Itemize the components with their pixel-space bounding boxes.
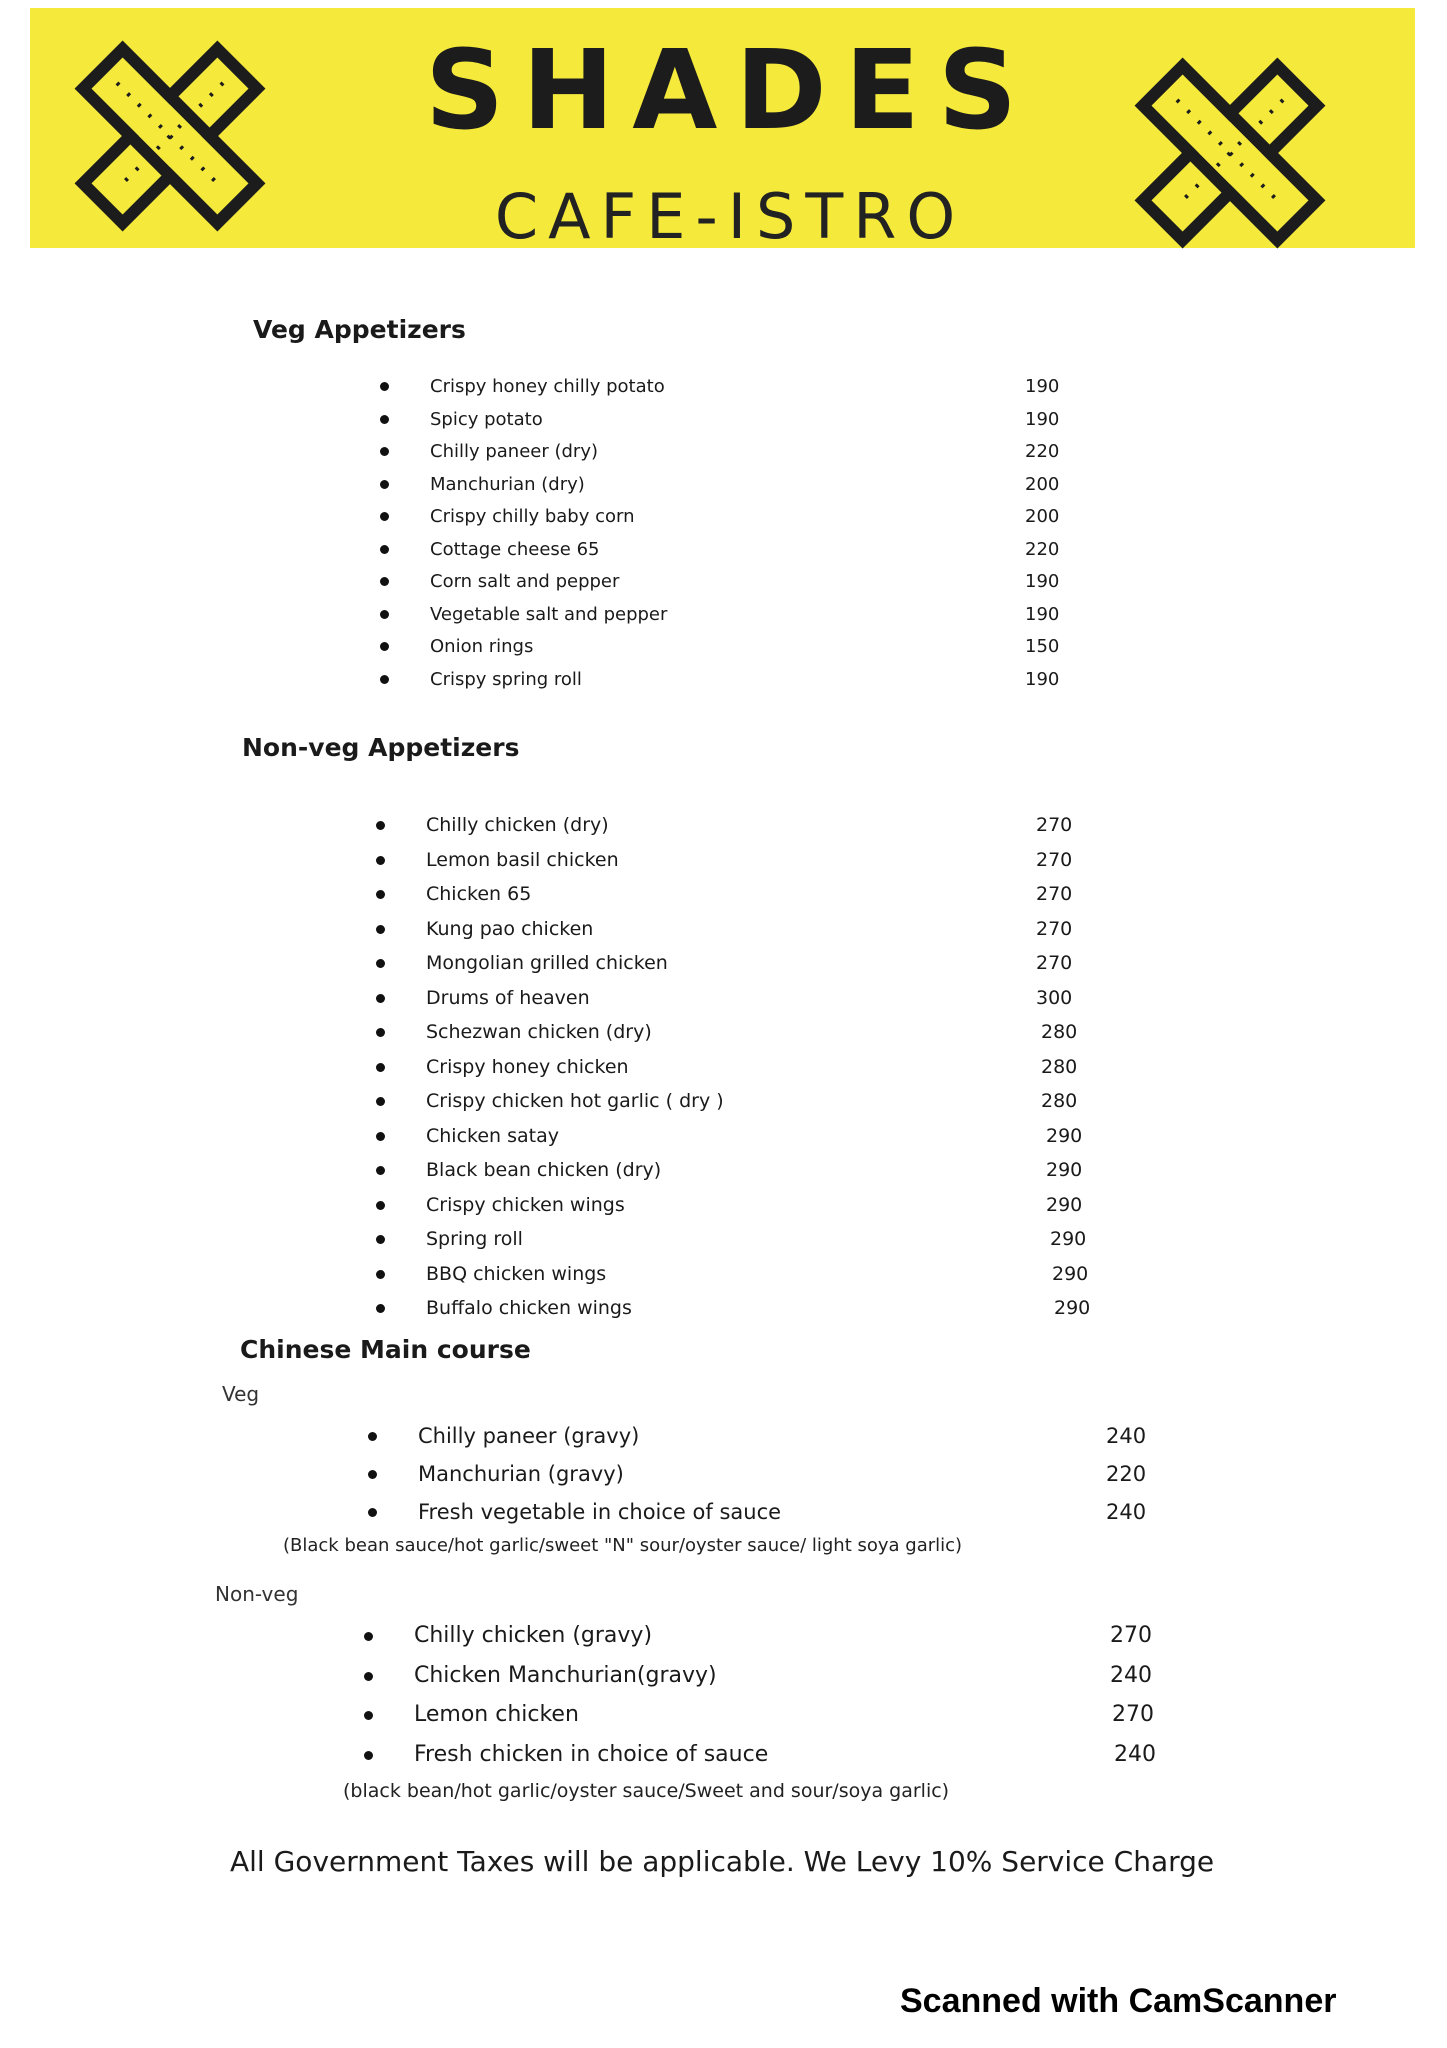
- veg-appetizers-list: [380, 370, 1100, 695]
- item-name: Vegetable salt and pepper: [430, 603, 668, 625]
- section-title-nonveg-appetizers: Non-veg Appetizers: [242, 733, 520, 762]
- menu-item: [376, 912, 1116, 947]
- bullet-icon: [364, 1751, 373, 1760]
- bullet-icon: [364, 1632, 373, 1641]
- menu-item: [364, 1657, 1174, 1697]
- menu-item: [376, 1188, 1116, 1223]
- section-title-chinese-main: Chinese Main course: [240, 1335, 531, 1364]
- item-name: Crispy chicken hot garlic ( dry ): [426, 1090, 724, 1112]
- bullet-icon: [376, 994, 385, 1003]
- item-name: Buffalo chicken wings: [426, 1297, 632, 1319]
- header-banner: [30, 8, 1415, 253]
- item-price: 220: [1106, 1462, 1147, 1486]
- item-name: Chilly chicken (dry): [426, 814, 609, 836]
- menu-item: [364, 1696, 1174, 1736]
- bullet-icon: [376, 1063, 385, 1072]
- item-price: 270: [1110, 1623, 1152, 1648]
- item-price: 270: [1036, 952, 1073, 974]
- bullet-icon: [380, 382, 389, 391]
- brand-tagline: CAFE-ISTRO: [494, 180, 966, 253]
- item-name: Manchurian (gravy): [418, 1462, 624, 1486]
- menu-item: [380, 565, 1100, 598]
- item-name: Crispy chicken wings: [426, 1193, 625, 1216]
- menu-item: [380, 500, 1100, 533]
- menu-item: [376, 1015, 1116, 1050]
- menu-item: [368, 1418, 1168, 1456]
- bullet-icon: [380, 610, 389, 619]
- menu-item: [380, 403, 1100, 436]
- menu-item: [376, 1050, 1116, 1085]
- item-price: 290: [1046, 1159, 1083, 1181]
- bullet-icon: [376, 1270, 385, 1279]
- item-price: 190: [1025, 571, 1060, 592]
- menu-item: [376, 843, 1116, 878]
- menu-item: [364, 1736, 1174, 1776]
- item-price: 150: [1025, 636, 1060, 657]
- bullet-icon: [376, 1235, 385, 1244]
- menu-item: [380, 598, 1100, 631]
- item-price: 270: [1036, 814, 1073, 836]
- menu-item: [380, 630, 1100, 663]
- item-price: 290: [1054, 1297, 1091, 1319]
- item-name: Kung pao chicken: [426, 917, 594, 940]
- bullet-icon: [376, 1201, 385, 1210]
- menu-item: [376, 877, 1116, 912]
- item-name: Corn salt and pepper: [430, 571, 620, 592]
- tax-service-note: All Government Taxes will be applicable. We Levy 10% Service Charge: [230, 1845, 1215, 1878]
- item-price: 190: [1025, 376, 1060, 397]
- menu-item: [380, 663, 1100, 696]
- menu-item: [376, 1222, 1116, 1257]
- bullet-icon: [376, 856, 385, 865]
- menu-item: [380, 370, 1100, 403]
- bullet-icon: [380, 447, 389, 456]
- item-name: Manchurian (dry): [430, 473, 585, 495]
- menu-item: [376, 1153, 1116, 1188]
- item-price: 280: [1041, 1055, 1078, 1078]
- item-name: Fresh chicken in choice of sauce: [414, 1741, 769, 1767]
- subsection-nonveg-label: Non-veg: [215, 1582, 299, 1606]
- item-price: 220: [1025, 538, 1060, 560]
- item-name: Chicken Manchurian(gravy): [414, 1662, 717, 1688]
- item-price: 200: [1025, 473, 1060, 495]
- item-price: 300: [1036, 986, 1073, 1009]
- scanner-watermark: Scanned with CamScanner: [900, 1982, 1337, 2020]
- bullet-icon: [380, 675, 389, 684]
- item-name: Lemon chicken: [414, 1702, 579, 1727]
- sauce-note-nonveg: (black bean/hot garlic/oyster sauce/Sweet and sour/soya garlic): [343, 1780, 950, 1802]
- menu-item: [376, 1257, 1116, 1292]
- menu-item: [376, 946, 1116, 981]
- chinese-veg-list: [368, 1418, 1168, 1532]
- item-price: 240: [1110, 1662, 1152, 1688]
- item-price: 190: [1025, 603, 1060, 625]
- x-cross-logo-icon: [70, 36, 270, 236]
- bullet-icon: [376, 1097, 385, 1106]
- item-name: Lemon basil chicken: [426, 848, 619, 871]
- bullet-icon: [364, 1711, 373, 1720]
- bullet-icon: [368, 1470, 377, 1479]
- bullet-icon: [376, 1166, 385, 1175]
- menu-item: [376, 1291, 1116, 1326]
- item-name: Cottage cheese 65: [430, 538, 600, 560]
- item-name: Chicken 65: [426, 883, 532, 905]
- item-name: Black bean chicken (dry): [426, 1159, 662, 1181]
- item-name: BBQ chicken wings: [426, 1262, 607, 1285]
- item-price: 190: [1025, 408, 1060, 430]
- x-cross-logo-icon: [1130, 53, 1330, 253]
- item-name: Crispy honey chicken: [426, 1055, 629, 1078]
- bullet-icon: [380, 577, 389, 586]
- bullet-icon: [364, 1672, 373, 1681]
- item-price: 270: [1036, 848, 1073, 871]
- bullet-icon: [380, 480, 389, 489]
- bullet-icon: [376, 821, 385, 830]
- item-price: 270: [1036, 917, 1073, 940]
- menu-item: [380, 435, 1100, 468]
- item-name: Chilly chicken (gravy): [414, 1623, 653, 1648]
- item-name: Drums of heaven: [426, 986, 590, 1009]
- item-name: Onion rings: [430, 636, 534, 657]
- item-name: Schezwan chicken (dry): [426, 1021, 652, 1043]
- item-price: 290: [1050, 1228, 1087, 1250]
- menu-item: [364, 1617, 1174, 1657]
- menu-item: [380, 468, 1100, 501]
- item-name: Mongolian grilled chicken: [426, 952, 668, 974]
- item-price: 220: [1025, 441, 1060, 462]
- subsection-veg-label: Veg: [222, 1382, 260, 1406]
- item-price: 280: [1041, 1021, 1078, 1043]
- item-price: 290: [1046, 1193, 1083, 1216]
- bullet-icon: [376, 959, 385, 968]
- item-name: Crispy honey chilly potato: [430, 376, 665, 397]
- bullet-icon: [376, 890, 385, 899]
- bullet-icon: [380, 642, 389, 651]
- item-name: Chilly paneer (gravy): [418, 1424, 640, 1448]
- bullet-icon: [376, 925, 385, 934]
- menu-item: [368, 1494, 1168, 1532]
- brand-name: SHADES: [424, 26, 1036, 154]
- item-price: 190: [1025, 668, 1060, 690]
- bullet-icon: [380, 545, 389, 554]
- item-name: Spring roll: [426, 1228, 523, 1250]
- menu-item: [380, 533, 1100, 566]
- item-price: 290: [1052, 1262, 1089, 1285]
- menu-item: [376, 1084, 1116, 1119]
- bullet-icon: [368, 1432, 377, 1441]
- item-price: 240: [1106, 1500, 1147, 1524]
- item-price: 280: [1041, 1090, 1078, 1112]
- menu-item: [376, 981, 1116, 1016]
- item-name: Chicken satay: [426, 1124, 560, 1147]
- bullet-icon: [380, 512, 389, 521]
- item-price: 270: [1112, 1702, 1154, 1727]
- bullet-icon: [376, 1304, 385, 1313]
- item-name: Spicy potato: [430, 408, 543, 430]
- item-price: 270: [1036, 883, 1073, 905]
- item-name: Chilly paneer (dry): [430, 441, 599, 462]
- bullet-icon: [376, 1028, 385, 1037]
- bullet-icon: [380, 415, 389, 424]
- item-name: Fresh vegetable in choice of sauce: [418, 1500, 782, 1524]
- sauce-note-veg: (Black bean sauce/hot garlic/sweet "N" sour/oyster sauce/ light soya garlic): [283, 1535, 963, 1556]
- section-title-veg-appetizers: Veg Appetizers: [253, 315, 466, 344]
- item-name: Crispy chilly baby corn: [430, 506, 635, 527]
- item-price: 290: [1046, 1124, 1083, 1147]
- menu-item: [368, 1456, 1168, 1494]
- item-name: Crispy spring roll: [430, 668, 582, 690]
- item-price: 240: [1114, 1741, 1156, 1767]
- nonveg-appetizers-list: [376, 808, 1116, 1326]
- menu-item: [376, 808, 1116, 843]
- menu-item: [376, 1119, 1116, 1154]
- bullet-icon: [376, 1132, 385, 1141]
- chinese-nonveg-list: [364, 1617, 1174, 1775]
- bullet-icon: [368, 1508, 377, 1517]
- item-price: 200: [1025, 506, 1060, 527]
- item-price: 240: [1106, 1424, 1147, 1448]
